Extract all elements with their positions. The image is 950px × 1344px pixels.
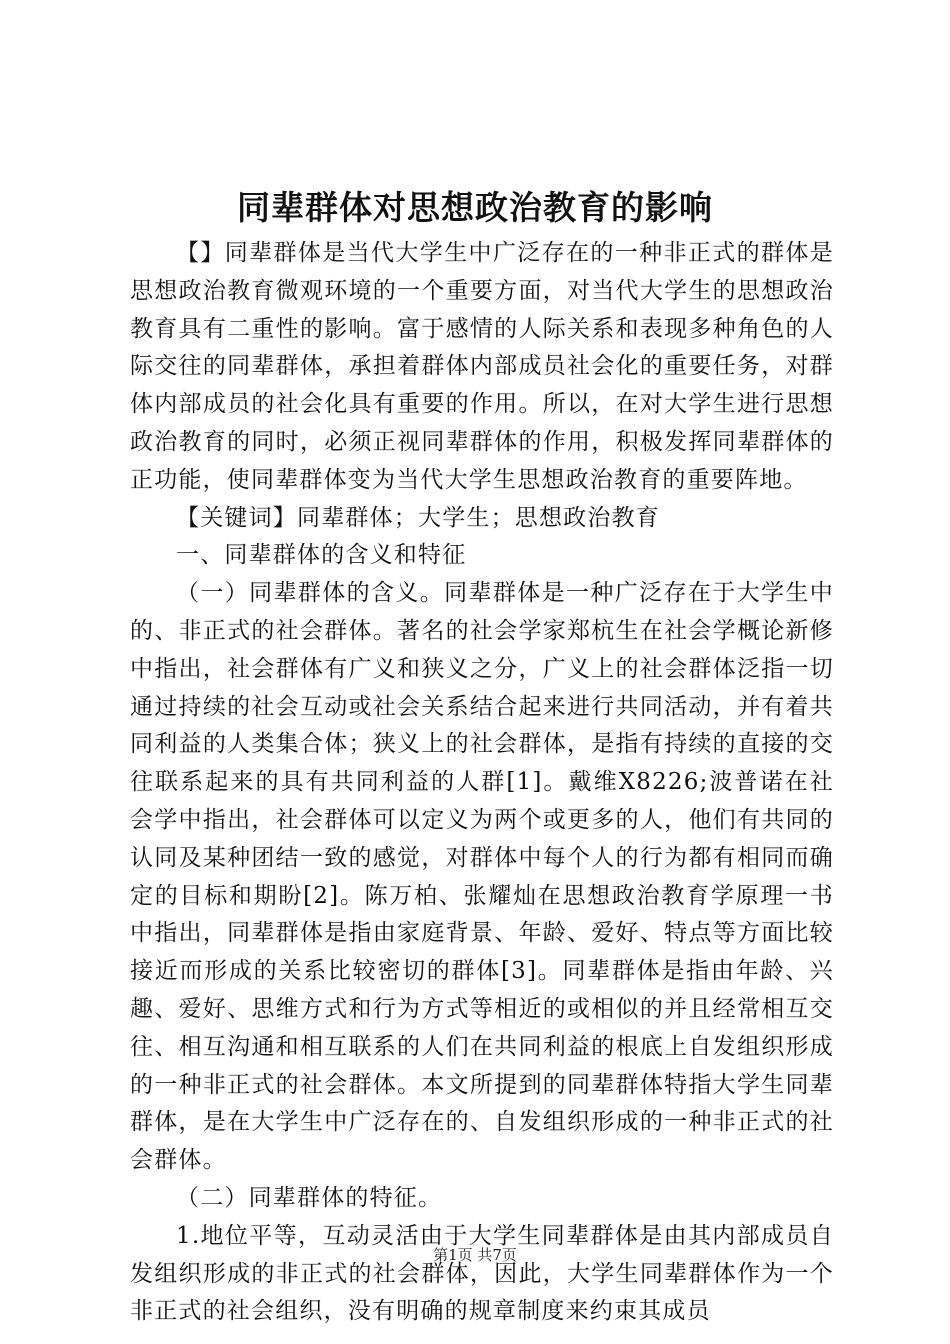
keywords-line: 【关键词】同辈群体；大学生；思想政治教育	[176, 504, 660, 531]
document-body	[130, 235, 834, 1331]
abstract-paragraph: 【】同辈群体是当代大学生中广泛存在的一种非正式的群体是思想政治教育微观环境的一个重要方面，对当代大学生的思想政治教育具有二重性的影响。富于感情的人际关系和表现多种角色的人际交往的同辈群体，承担着群体内部成员社会化的重要任务，对群体内部成员的社会化具有重要的作用。所以，在对大学生进行思想政治教育的同时，必须正视同辈群体的作用，积极发挥同辈群体的正功能，使同辈群体变为当代大学生思想政治教育的重要阵地。	[130, 240, 834, 493]
subsection-heading-features: （二）同辈群体的特征。	[176, 1184, 443, 1211]
section-heading-1: 一、同辈群体的含义和特征	[176, 542, 467, 569]
feature-1-paragraph: 1.地位平等，互动灵活由于大学生同辈群体是由其内部成员自发组织形成的非正式的社会群体，因此，大学生同辈群体作为一个非正式的社会组织，没有明确的规章制度来约束其成员	[130, 1222, 834, 1325]
page-footer: 第1页 共7页	[433, 1246, 517, 1264]
document-title: 同辈群体对思想政治教育的影响	[237, 188, 713, 227]
subsection-definition-paragraph: （一）同辈群体的含义。同辈群体是一种广泛存在于大学生中的、非正式的社会群体。著名的社会学家郑杭生在社会学概论新修中指出，社会群体有广义和狭义之分，广义上的社会群体泛指一切通过持续的社会互动或社会关系结合起来进行共同活动，并有着共同利益的人类集合体；狭义上的社会群体，是指有持续的直接的交往联系起来的具有共同利益的人群[1]。戴维X8226;波普诺在社会学中指出，社会群体可以定义为两个或更多的人，他们有共同的认同及某种团结一致的感觉，对群体中每个人的行为都有相同而确定的目标和期盼[2]。陈万柏、张耀灿在思想政治教育学原理一书中指出，同辈群体是指由家庭背景、年龄、爱好、特点等方面比较接近而形成的关系比较密切的群体[3]。同辈群体是指由年龄、兴趣、爱好、思维方式和行为方式等相近的或相似的并且经常相互交往、相互沟通和相互联系的人们在共同利益的根底上自发组织形成的一种非正式的社会群体。本文所提到的同辈群体特指大学生同辈群体，是在大学生中广泛存在的、自发组织形成的一种非正式的社会群体。	[130, 580, 834, 1174]
